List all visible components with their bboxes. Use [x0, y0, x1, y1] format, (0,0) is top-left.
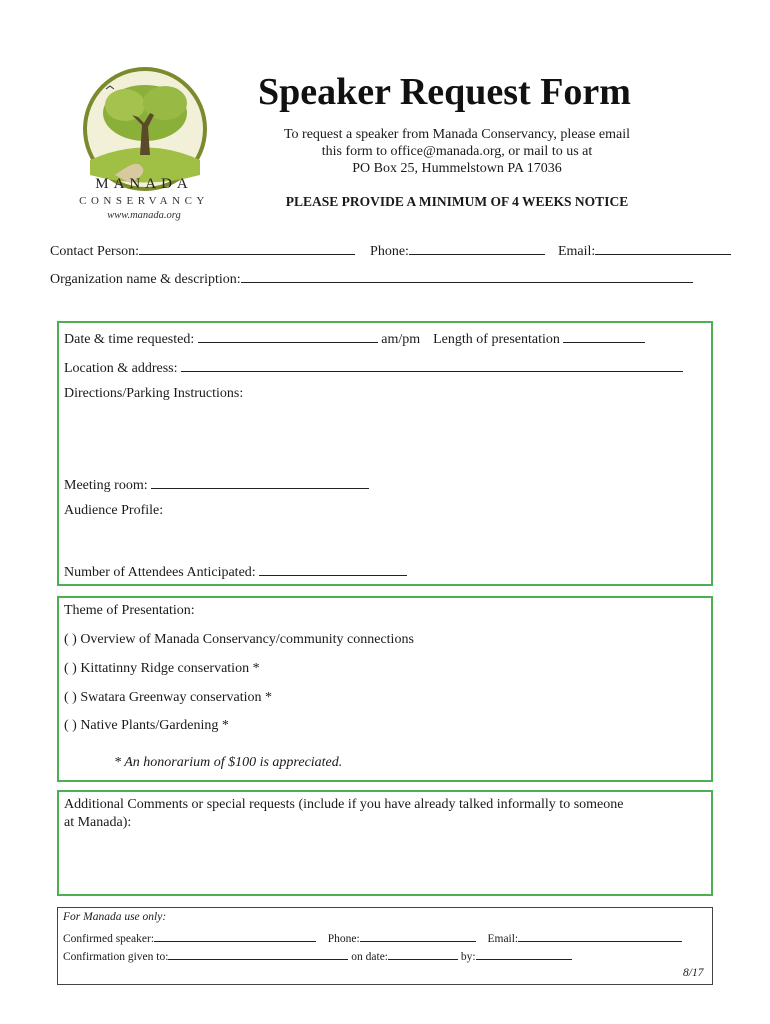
comments-field[interactable] [64, 836, 704, 890]
office-phone-label: Phone: [327, 933, 360, 945]
notice-text: PLEASE PROVIDE A MINIMUM OF 4 WEEKS NOTICE [285, 194, 629, 209]
length-field[interactable] [563, 328, 645, 343]
contact-row [50, 240, 731, 260]
directions-label: Directions/Parking Instructions: [64, 386, 244, 401]
office-email-label: Email: [487, 933, 519, 945]
theme-heading: Theme of Presentation: [64, 603, 195, 618]
on-date-label: on date: [351, 951, 389, 963]
location-row [64, 357, 683, 377]
by-field[interactable] [476, 948, 572, 960]
confirmation-given-label: Confirmation given to: [63, 951, 169, 963]
location-field[interactable] [181, 357, 683, 372]
phone-label: Phone: [370, 244, 409, 259]
audience-label: Audience Profile: [64, 503, 164, 518]
organization-row [50, 268, 693, 288]
email-label: Email: [557, 244, 596, 259]
date-time-field[interactable] [198, 328, 378, 343]
office-confirmation-row [63, 948, 572, 963]
on-date-field[interactable] [388, 948, 458, 960]
theme-option-overview[interactable]: ( ) Overview of Manada Conservancy/community connections [64, 632, 414, 647]
attendees-row [64, 561, 407, 581]
organization-field[interactable] [241, 268, 693, 283]
meeting-room-label: Meeting room: [64, 478, 148, 493]
length-label: Length of presentation [433, 332, 560, 347]
audience-field[interactable] [64, 521, 704, 557]
theme-option-swatara[interactable]: ( ) Swatara Greenway conservation * [64, 690, 272, 705]
email-field[interactable] [595, 240, 731, 255]
office-use-heading: For Manada use only: [63, 911, 167, 923]
directions-field[interactable] [64, 404, 704, 470]
phone-field[interactable] [409, 240, 545, 255]
logo-subtitle: CONSERVANCY [79, 195, 209, 207]
confirmation-given-field[interactable] [168, 948, 348, 960]
contact-person-label: Contact Person: [50, 244, 140, 259]
logo-url: www.manada.org [107, 210, 181, 221]
date-time-label: Date & time requested: [64, 332, 195, 347]
date-time-row [64, 328, 645, 348]
meeting-room-field[interactable] [151, 474, 369, 489]
contact-person-field[interactable] [139, 240, 355, 255]
comments-line-1: Additional Comments or special requests (include if you have already talked informally to someone [64, 797, 624, 812]
logo-wordmark: MANADA [95, 176, 193, 192]
theme-option-kittatinny[interactable]: ( ) Kittatinny Ridge conservation * [64, 661, 260, 676]
attendees-label: Number of Attendees Anticipated: [64, 565, 256, 580]
confirmed-speaker-field[interactable] [154, 930, 316, 942]
intro-line-1: To request a speaker from Manada Conservancy, please email [283, 127, 631, 142]
ampm-label: am/pm [381, 332, 421, 347]
location-label: Location & address: [64, 361, 178, 376]
revision-date: 8/17 [683, 967, 704, 979]
intro-line-3: PO Box 25, Hummelstown PA 17036 [352, 161, 562, 176]
intro-text [240, 126, 674, 177]
confirmed-speaker-label: Confirmed speaker: [63, 933, 155, 945]
by-label: by: [460, 951, 476, 963]
office-confirmed-row [63, 930, 682, 945]
office-phone-field[interactable] [360, 930, 476, 942]
comments-line-2: at Manada): [64, 815, 132, 830]
attendees-field[interactable] [259, 561, 407, 576]
office-email-field[interactable] [518, 930, 682, 942]
page-title: Speaker Request Form [258, 71, 631, 113]
intro-line-2: this form to office@manada.org, or mail to us at [321, 144, 593, 159]
meeting-room-row [64, 474, 369, 494]
honorarium-note: * An honorarium of $100 is appreciated. [114, 755, 343, 770]
organization-label: Organization name & description: [50, 272, 241, 287]
theme-option-native-plants[interactable]: ( ) Native Plants/Gardening * [64, 718, 229, 733]
